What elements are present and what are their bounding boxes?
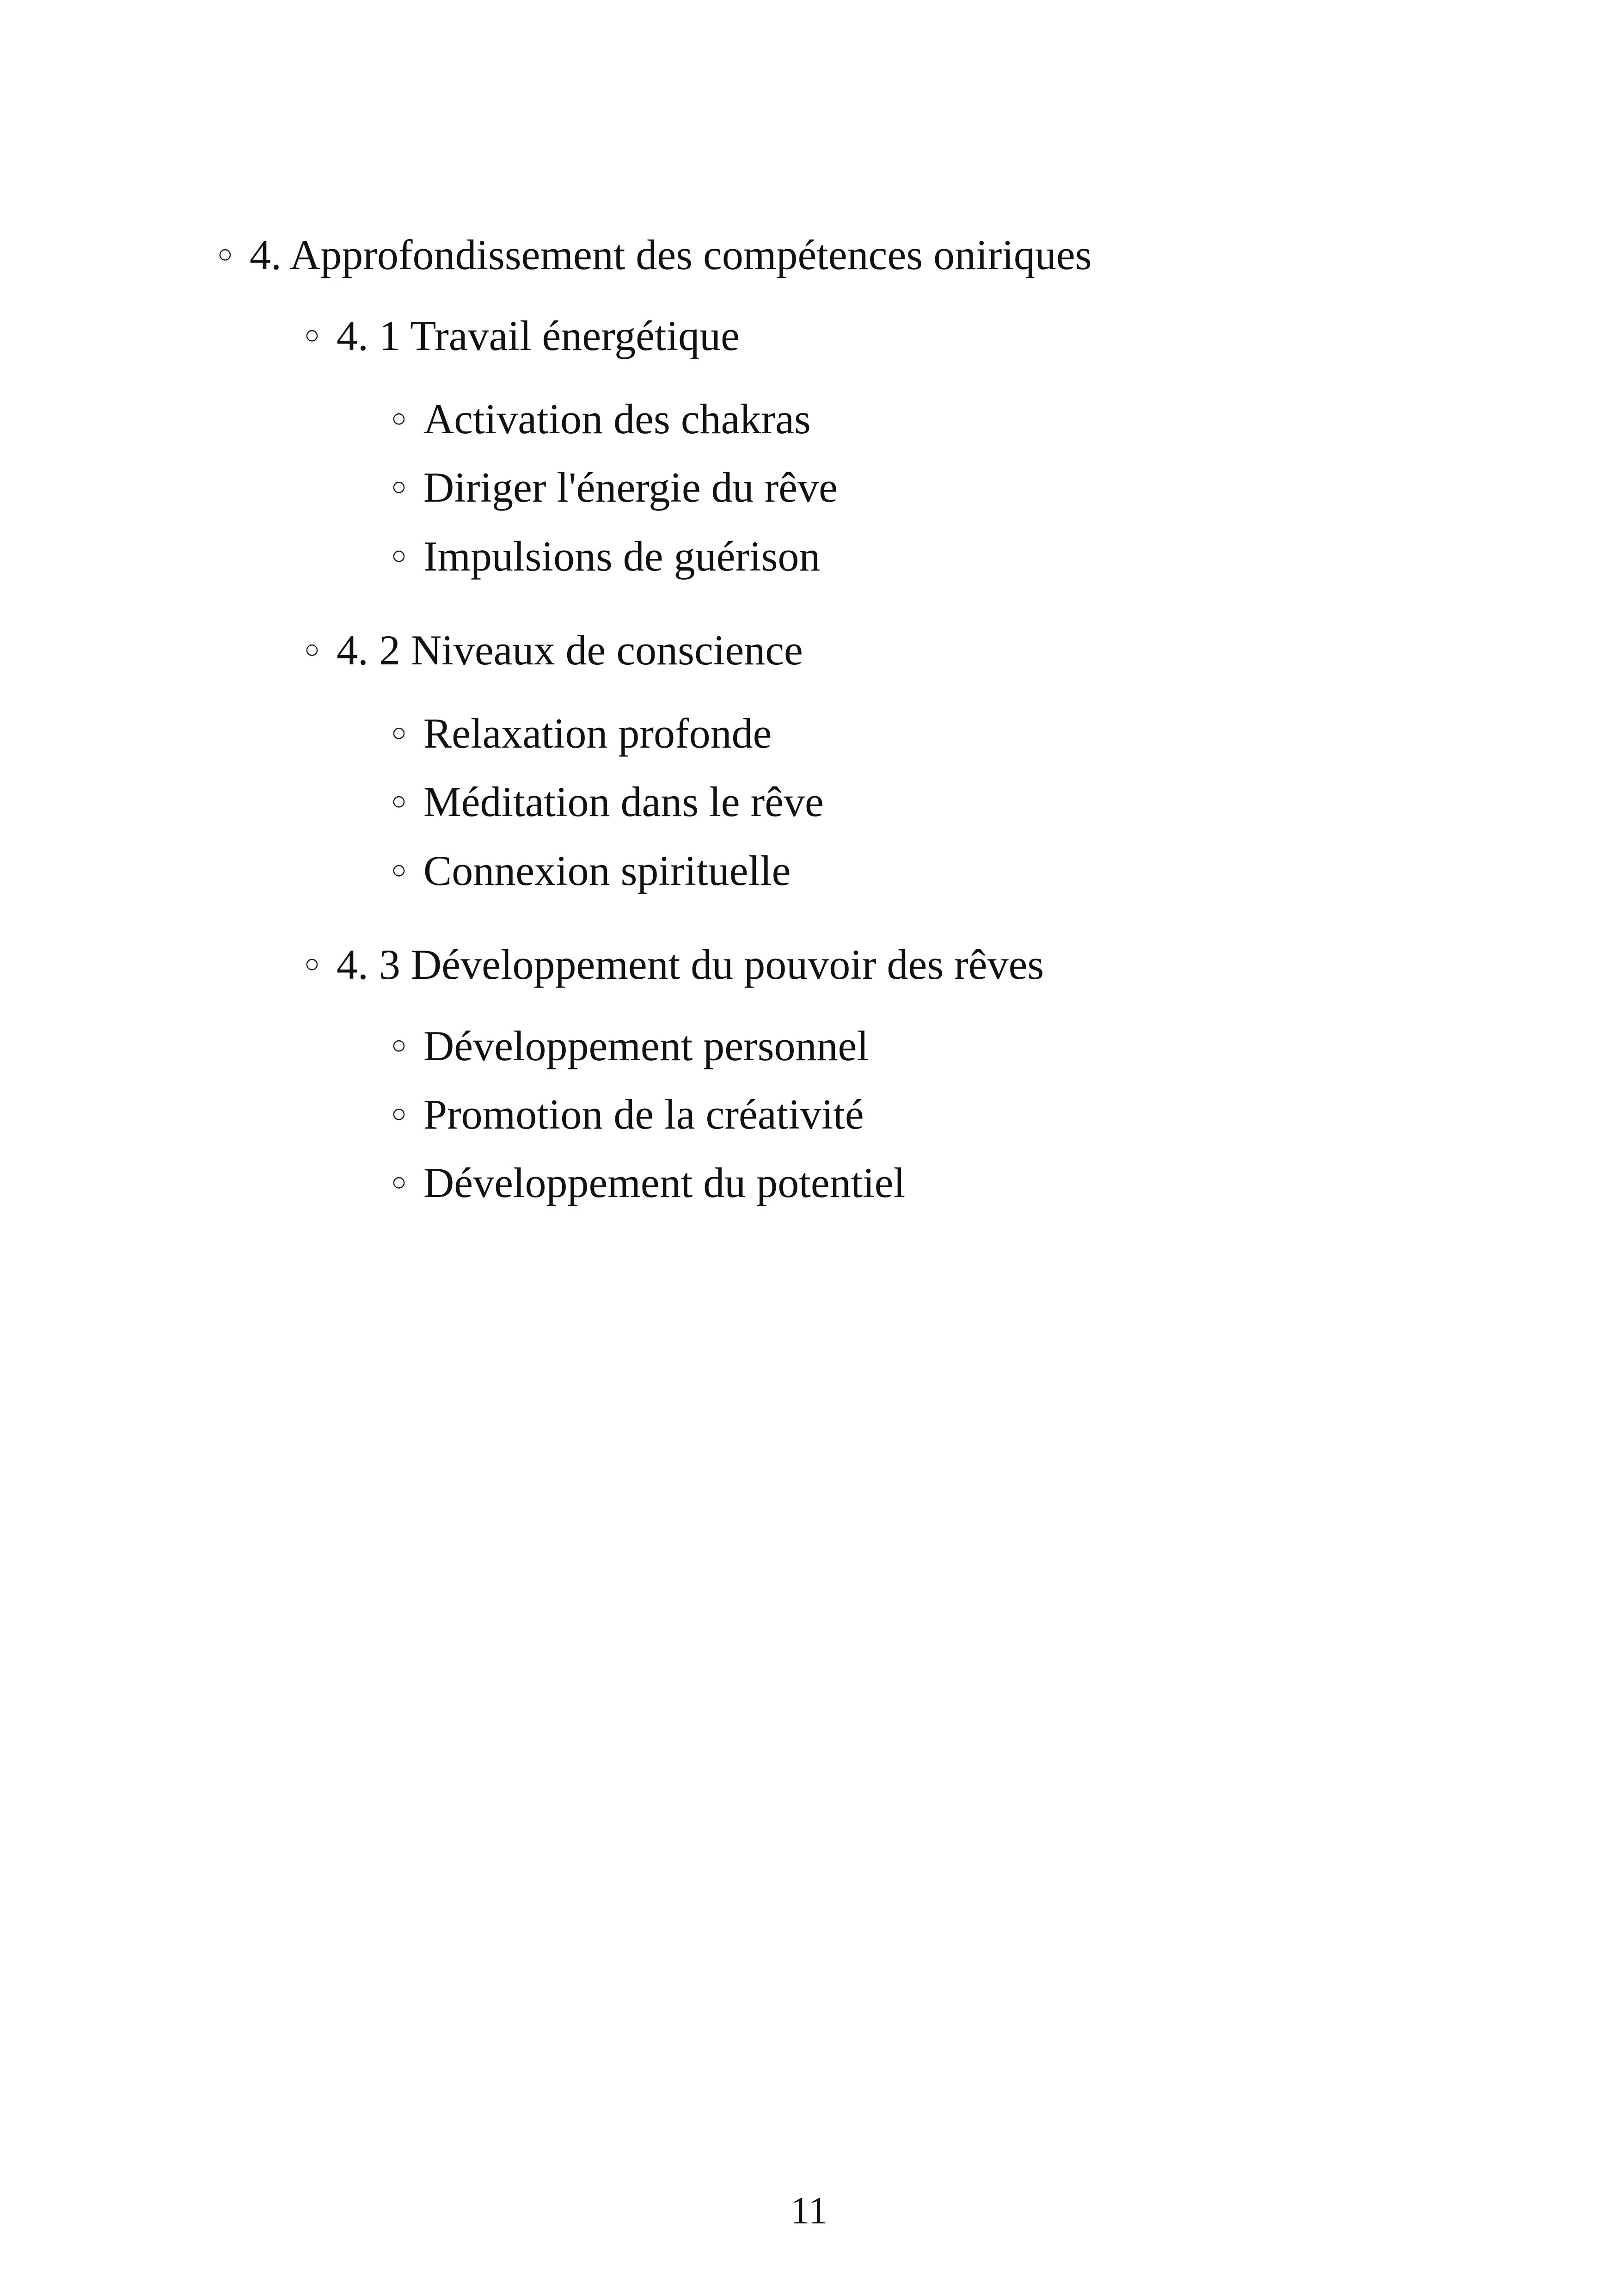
bullet-circle-icon: ○: [391, 718, 407, 747]
bullet-circle-icon: ○: [304, 321, 320, 350]
list-item: [391, 1022, 869, 1069]
list-item-text: Promotion de la créativité: [423, 1091, 864, 1138]
list-item-text: Relaxation profonde: [423, 710, 772, 757]
bullet-circle-icon: ○: [391, 473, 407, 501]
bullet-circle-icon: ○: [304, 950, 320, 978]
list-item: [391, 533, 821, 580]
list-item: [391, 712, 772, 755]
subsection-title: 4. 3 Développement du pouvoir des rêves: [336, 941, 1044, 988]
subsection-heading: [304, 943, 1044, 986]
list-item: [391, 466, 838, 509]
bullet-circle-icon: ○: [391, 1168, 407, 1197]
subsection-heading: [304, 626, 803, 674]
list-item-text: Diriger l'énergie du rêve: [423, 464, 838, 511]
bullet-circle-icon: ○: [391, 404, 407, 433]
subsection-title: 4. 1 Travail énergétique: [336, 312, 740, 359]
list-item-text: Méditation dans le rêve: [423, 778, 824, 825]
bullet-circle-icon: ○: [391, 787, 407, 816]
bullet-circle-icon: ○: [391, 1031, 407, 1060]
bullet-circle-icon: ○: [391, 856, 407, 884]
section-heading: [217, 233, 1092, 276]
bullet-circle-icon: ○: [304, 635, 320, 664]
list-item-text: Impulsions de guérison: [423, 533, 821, 580]
subsection-title: 4. 2 Niveaux de conscience: [336, 626, 803, 674]
subsection-heading: [304, 314, 740, 357]
list-item-text: Développement personnel: [423, 1022, 869, 1069]
list-item: [391, 1161, 905, 1204]
bullet-circle-icon: ○: [391, 1099, 407, 1128]
bullet-circle-icon: ○: [391, 541, 407, 570]
section-title: 4. Approfondissement des compétences oniriques: [249, 231, 1092, 278]
list-item-text: Activation des chakras: [423, 395, 811, 442]
list-item-text: Développement du potentiel: [423, 1159, 906, 1206]
list-item: [391, 1093, 864, 1136]
list-item: [391, 849, 791, 892]
list-item: [391, 395, 811, 442]
list-item-text: Connexion spirituelle: [423, 847, 791, 894]
bullet-circle-icon: ○: [217, 240, 233, 269]
page-number: 11: [790, 2189, 828, 2232]
list-item: [391, 780, 824, 823]
